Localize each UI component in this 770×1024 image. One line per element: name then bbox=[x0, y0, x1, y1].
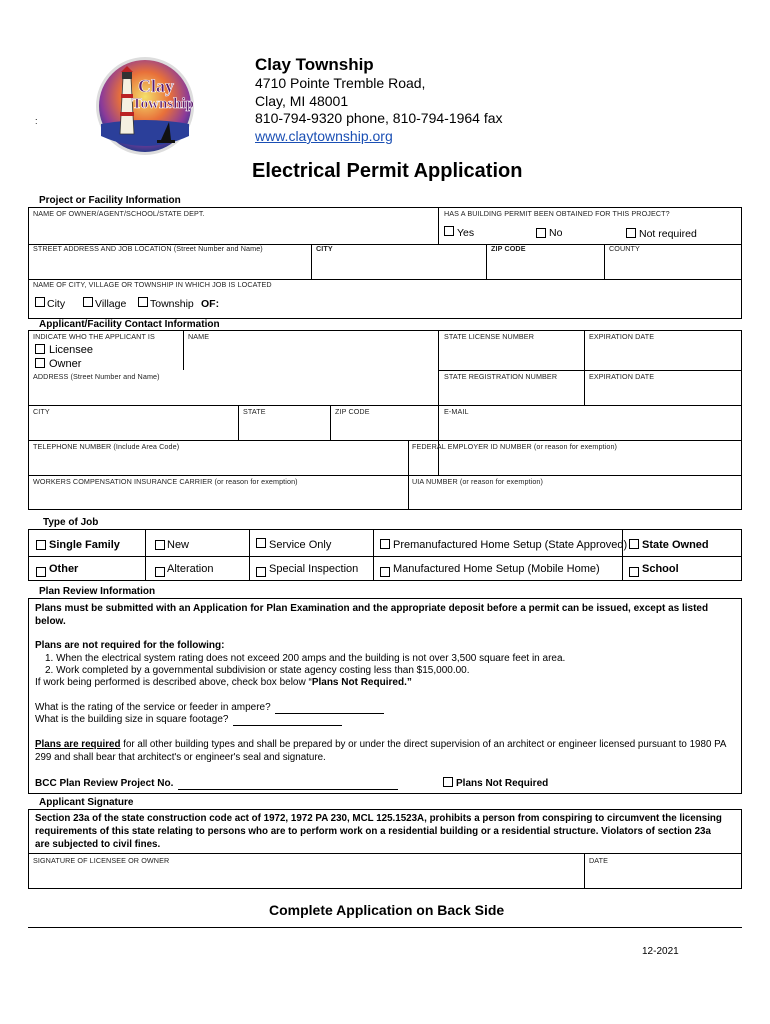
plans-required-line2: 299 and shall bear that architect's or engineer's seal and signature. bbox=[35, 752, 326, 763]
signature-label: SIGNATURE OF LICENSEE OR OWNER bbox=[33, 856, 170, 865]
logo-text-township: Township bbox=[132, 96, 194, 112]
fein-label: FEDERAL EMPLOYER ID NUMBER (or reason for exemption) bbox=[412, 442, 618, 451]
muni-city-checkbox[interactable] bbox=[35, 297, 45, 307]
building-size-question: What is the building size in square footage? bbox=[35, 714, 229, 725]
plan-notice: Plans must be submitted with an Application for Plan Examination and the appropriate deposit before a permit can be issued, except as listed bbox=[35, 603, 709, 614]
applicant-address-label: ADDRESS (Street Number and Name) bbox=[33, 372, 160, 381]
logo-text-clay: Clay bbox=[138, 76, 174, 96]
muni-township-checkbox[interactable] bbox=[138, 297, 148, 307]
org-name: Clay Township bbox=[255, 55, 374, 74]
manufactured-checkbox[interactable] bbox=[380, 567, 390, 577]
project-county-label: COUNTY bbox=[609, 244, 640, 253]
legal-line-2: requirements of this state relating to persons who are to perform work on a residential building or a residential structure. Violators of section 23a bbox=[35, 826, 711, 837]
applicant-name-label: NAME bbox=[188, 332, 210, 341]
project-city-label: CITY bbox=[316, 244, 333, 253]
indicate-applicant-label: INDICATE WHO THE APPLICANT IS bbox=[33, 332, 155, 341]
email-label: E-MAIL bbox=[444, 407, 469, 416]
muni-of-label: OF: bbox=[201, 298, 220, 310]
date-field[interactable] bbox=[586, 866, 740, 887]
signature-section-title: Applicant Signature bbox=[39, 797, 134, 808]
muni-city-label: City bbox=[47, 298, 66, 310]
manufactured-label: Manufactured Home Setup (Mobile Home) bbox=[393, 563, 600, 575]
license-number-label: STATE LICENSE NUMBER bbox=[444, 332, 534, 341]
owner-name-label: NAME OF OWNER/AGENT/SCHOOL/STATE DEPT. bbox=[33, 209, 205, 218]
building-size-input[interactable] bbox=[233, 725, 342, 726]
workers-comp-label: WORKERS COMPENSATION INSURANCE CARRIER (or reason for exemption) bbox=[33, 477, 298, 486]
street-address-label: STREET ADDRESS AND JOB LOCATION (Street Number and Name) bbox=[33, 244, 263, 253]
new-checkbox[interactable] bbox=[155, 540, 165, 550]
footer-rule bbox=[28, 927, 742, 928]
check-instruction bbox=[35, 677, 412, 688]
bcc-project-label: BCC Plan Review Project No. bbox=[35, 778, 174, 789]
check-instruction-pre: If work being performed is described above, check box below “ bbox=[35, 677, 312, 688]
form-date: 12-2021 bbox=[642, 946, 679, 957]
applicant-city-label: CITY bbox=[33, 407, 50, 416]
new-label: New bbox=[167, 539, 190, 551]
org-address: 4710 Pointe Tremble Road, bbox=[255, 75, 426, 91]
licensee-label: Licensee bbox=[49, 344, 94, 356]
page-title: Electrical Permit Application bbox=[252, 160, 523, 182]
uia-number-label: UIA NUMBER (or reason for exemption) bbox=[412, 477, 544, 486]
premanufactured-checkbox[interactable] bbox=[380, 539, 390, 549]
website-link[interactable]: www.claytownship.org bbox=[255, 128, 393, 144]
single-family-label: Single Family bbox=[49, 539, 120, 551]
org-city-state: Clay, MI 48001 bbox=[255, 93, 349, 109]
license-exp-label: EXPIRATION DATE bbox=[589, 332, 655, 341]
plan-notice-line2: below. bbox=[35, 616, 66, 627]
licensee-checkbox[interactable] bbox=[35, 344, 45, 354]
other-checkbox[interactable] bbox=[36, 567, 46, 577]
registration-exp-label: EXPIRATION DATE bbox=[589, 372, 655, 381]
check-instruction-bold: Plans Not Required bbox=[311, 677, 405, 688]
premanufactured-label: Premanufactured Home Setup (State Approved) bbox=[393, 539, 628, 551]
service-rating-question: What is the rating of the service or feeder in ampere? bbox=[35, 702, 271, 713]
plans-not-required-label: Plans Not Required bbox=[456, 778, 549, 789]
municipality-label: NAME OF CITY, VILLAGE OR TOWNSHIP IN WHICH JOB IS LOCATED bbox=[33, 280, 272, 289]
bcc-project-input[interactable] bbox=[178, 789, 398, 790]
applicant-state-label: STATE bbox=[243, 407, 266, 416]
exemption-item-2: 2. Work completed by a governmental subdivision or state agency costing less than $15,000.00. bbox=[45, 665, 470, 676]
service-rating-input[interactable] bbox=[275, 713, 384, 714]
plans-required-text bbox=[35, 739, 726, 750]
single-family-checkbox[interactable] bbox=[36, 540, 46, 550]
date-label: DATE bbox=[589, 856, 609, 865]
signature-field[interactable] bbox=[30, 866, 582, 887]
alteration-checkbox[interactable] bbox=[155, 567, 165, 577]
school-checkbox[interactable] bbox=[629, 567, 639, 577]
permit-yes-checkbox[interactable] bbox=[444, 226, 454, 236]
exemption-item-1: 1. When the electrical system rating does not exceed 200 amps and the building is not over 3,500 square feet in area. bbox=[45, 653, 566, 664]
applicant-zip-label: ZIP CODE bbox=[335, 407, 370, 416]
check-instruction-post: .” bbox=[404, 677, 412, 688]
service-only-label: Service Only bbox=[269, 539, 332, 551]
plan-box bbox=[28, 598, 742, 794]
state-owned-label: State Owned bbox=[642, 539, 709, 551]
special-inspection-checkbox[interactable] bbox=[256, 567, 266, 577]
project-zip-label: ZIP CODE bbox=[491, 244, 526, 253]
applicant-section-title: Applicant/Facility Contact Information bbox=[39, 319, 220, 330]
project-box bbox=[28, 207, 742, 319]
muni-village-checkbox[interactable] bbox=[83, 297, 93, 307]
registration-number-label: STATE REGISTRATION NUMBER bbox=[444, 372, 558, 381]
plan-section-title: Plan Review Information bbox=[39, 586, 156, 597]
permit-no-checkbox[interactable] bbox=[536, 228, 546, 238]
special-inspection-label: Special Inspection bbox=[269, 563, 359, 575]
service-only-checkbox[interactable] bbox=[256, 538, 266, 548]
colon-mark: : bbox=[35, 116, 38, 126]
owner-checkbox[interactable] bbox=[35, 358, 45, 368]
back-side-notice: Complete Application on Back Side bbox=[269, 902, 505, 918]
legal-line-3: are subjected to civil fines. bbox=[35, 839, 161, 850]
project-section-title: Project or Facility Information bbox=[39, 195, 181, 206]
legal-line-1: Section 23a of the state construction code act of 1972, 1972 PA 230, MCL 125.1523A, prohibits a person from conspiring to circumvent the licensing bbox=[35, 813, 722, 824]
org-phone-fax: 810-794-9320 phone, 810-794-1964 fax bbox=[255, 110, 503, 126]
plans-required-rest: for all other building types and shall be prepared by or under the direct supervision of an architect or engineer licensed pursuant to 1980 PA bbox=[120, 739, 727, 750]
permit-yes-label: Yes bbox=[457, 227, 475, 239]
telephone-label: TELEPHONE NUMBER (Include Area Code) bbox=[33, 442, 180, 451]
school-label: School bbox=[642, 563, 679, 575]
muni-township-label: Township bbox=[150, 298, 194, 310]
permit-question-label: HAS A BUILDING PERMIT BEEN OBTAINED FOR THIS PROJECT? bbox=[444, 209, 670, 218]
permit-not-required-label: Not required bbox=[639, 228, 697, 240]
owner-label: Owner bbox=[49, 358, 82, 370]
not-required-heading: Plans are not required for the following: bbox=[35, 640, 225, 651]
plans-not-required-checkbox[interactable] bbox=[443, 777, 453, 787]
muni-village-label: Village bbox=[95, 298, 127, 310]
job-section-title: Type of Job bbox=[43, 517, 99, 528]
plans-required-lead: Plans are required bbox=[35, 739, 121, 750]
permit-not-required-checkbox[interactable] bbox=[626, 228, 636, 238]
alteration-label: Alteration bbox=[167, 563, 214, 575]
township-logo bbox=[95, 56, 195, 156]
state-owned-checkbox[interactable] bbox=[629, 539, 639, 549]
permit-no-label: No bbox=[549, 227, 563, 239]
other-label: Other bbox=[49, 563, 79, 575]
